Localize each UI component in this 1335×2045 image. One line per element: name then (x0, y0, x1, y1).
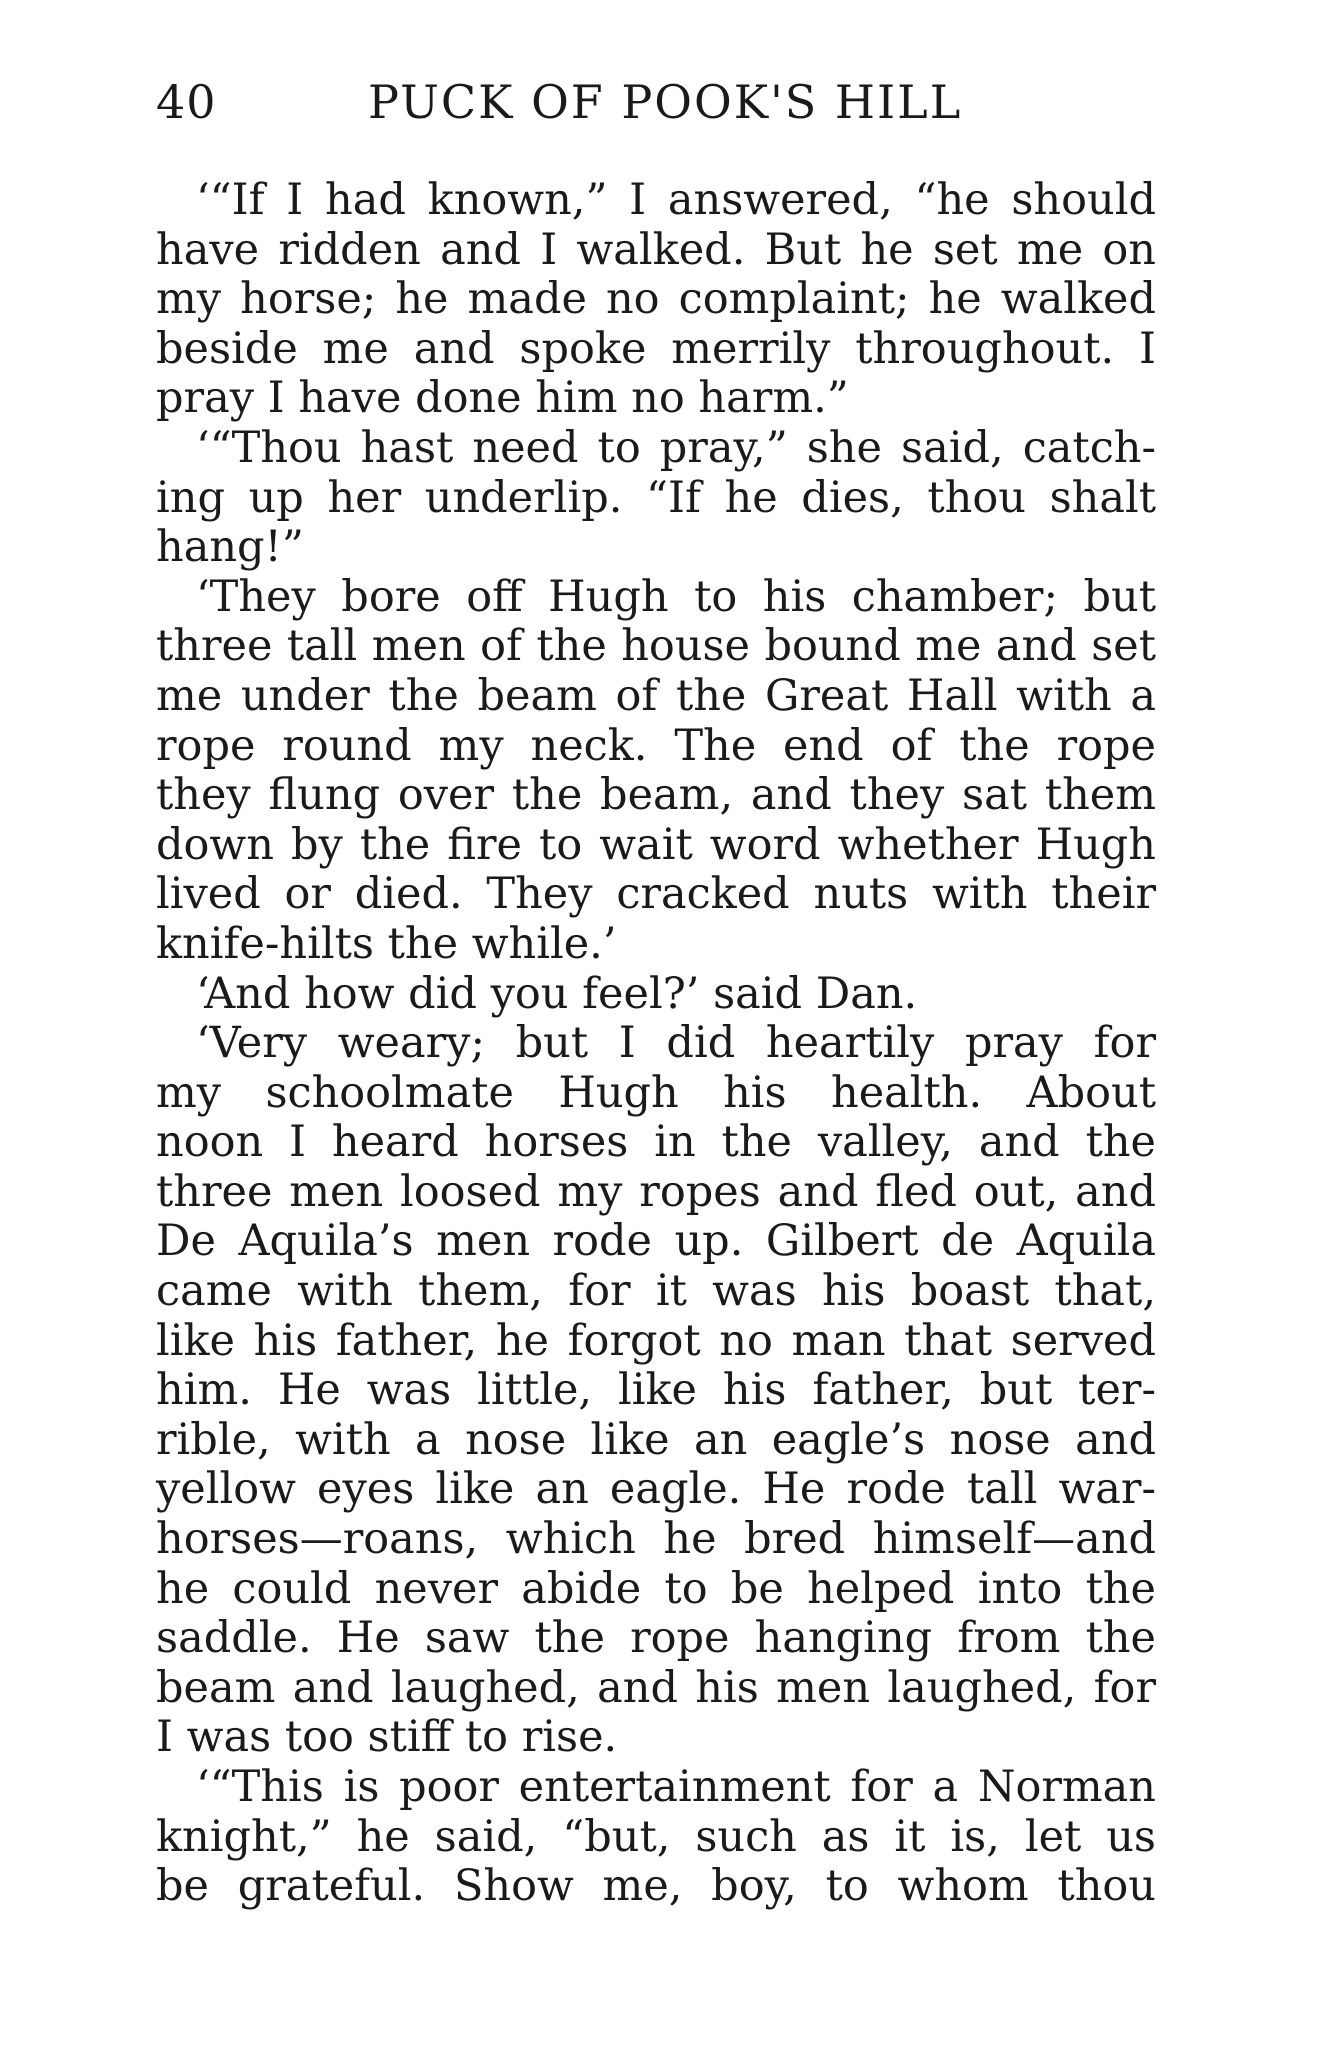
text-line: I was too stiff to rise. (156, 1712, 618, 1763)
text-line: saddle. He saw the rope hanging from the (156, 1613, 1156, 1664)
text-line: pray I have done him no harm.” (156, 373, 849, 424)
text-line: him. He was little, like his father, but ter- (156, 1365, 1156, 1416)
text-line: ‘They bore off Hugh to his chamber; but (196, 571, 1156, 622)
text-line: knight,” he said, “but, such as it is, let us (156, 1811, 1156, 1862)
text-line: ‘Very weary; but I did heartily pray for (196, 1018, 1156, 1069)
text-line: De Aquila’s men rode up. Gilbert de Aquila (156, 1216, 1156, 1267)
text-line: ‘“If I had known,” I answered, “he should (196, 175, 1156, 225)
text-line: knife-hilts the while.’ (156, 918, 617, 969)
page-number: 40 (156, 75, 217, 129)
text-line: they flung over the beam, and they sat them (156, 770, 1156, 821)
text-line: three tall men of the house bound me and set (156, 621, 1156, 672)
text-line: came with them, for it was his boast that, (156, 1266, 1156, 1317)
text-line: rope round my neck. The end of the rope (156, 720, 1156, 771)
text-line: like his father, he forgot no man that served (156, 1315, 1156, 1366)
text-line: have ridden and I walked. But he set me on (156, 224, 1156, 275)
text-line: ‘“Thou hast need to pray,” she said, catch- (196, 422, 1156, 473)
running-head (156, 72, 1156, 132)
text-line: be grateful. Show me, boy, to whom thou (156, 1861, 1156, 1912)
text-line: hang!” (156, 522, 304, 573)
book-title: PUCK OF POOK'S HILL (368, 75, 963, 129)
text-line: ‘“This is poor entertainment for a Norman (196, 1762, 1156, 1812)
text-line: me under the beam of the Great Hall with a (156, 670, 1156, 721)
text-line: ing up her underlip. “If he dies, thou shalt (156, 472, 1156, 523)
text-line: yellow eyes like an eagle. He rode tall war- (156, 1464, 1156, 1515)
body-text (156, 176, 1156, 1912)
text-line: three men loosed my ropes and fled out, and (156, 1166, 1156, 1217)
text-line: rible, with a nose like an eagle’s nose and (156, 1414, 1156, 1465)
text-line: down by the fire to wait word whether Hugh (156, 819, 1156, 870)
text-line: beside me and spoke merrily throughout. I (156, 323, 1156, 374)
text-line: noon I heard horses in the valley, and the (156, 1117, 1156, 1168)
text-line: horses—roans, which he bred himself—and (156, 1514, 1156, 1565)
text-line: lived or died. They cracked nuts with their (156, 869, 1156, 920)
text-line: beam and laughed, and his men laughed, for (156, 1662, 1156, 1713)
text-line: he could never abide to be helped into the (156, 1563, 1156, 1614)
text-line: my horse; he made no complaint; he walked (156, 274, 1156, 325)
text-line: ‘And how did you feel?’ said Dan. (196, 968, 918, 1019)
text-line: my schoolmate Hugh his health. About (156, 1067, 1156, 1118)
